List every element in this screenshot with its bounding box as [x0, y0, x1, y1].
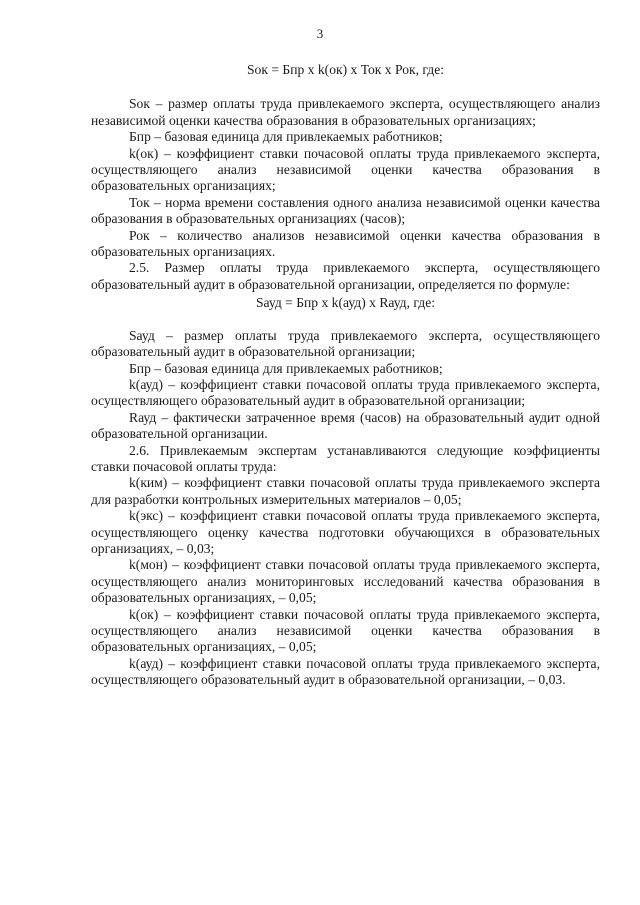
formula-sok: Sок = Бпр x k(ок) x Ток x Рок, где:	[246, 62, 445, 77]
document-body	[91, 60, 600, 689]
definition-saud: Sауд – размер оплаты труда привлекаемого эксперта, осуществляющего образовательный аудит в образовательной организации;	[91, 327, 600, 360]
clause-2-5: 2.5. Размер оплаты труда привлекаемого эксперта, осуществляющего образовательный аудит в образовательной организации, определяется по формуле:	[91, 260, 600, 292]
definition-tok: Ток – норма времени составления одного анализа независимой оценки качества образования в образовательных организациях (часов);	[91, 194, 600, 227]
clause-2-6: 2.6. Привлекаемым экспертам устанавливаются следующие коэффициенты ставки почасовой оплаты труда:	[91, 442, 600, 474]
definition-sok: Sок – размер оплаты труда привлекаемого эксперта, осуществляющего анализ независимой оценки качества образования в образовательных организациях;	[91, 96, 600, 128]
coefficient-k-kim: k(ким) – коэффициент ставки почасовой оплаты труда привлекаемого эксперта для разработки контрольных измерительных материалов – 0,05;	[91, 475, 600, 507]
coefficient-k-ok: k(ок) – коэффициент ставки почасовой оплаты труда привлекаемого эксперта, осуществляющего анализ независимой оценки качества образования в образовательных организациях, – 0,05;	[91, 606, 600, 655]
formula-saud: Sауд = Бпр x k(ауд) x Rауд, где:	[255, 295, 436, 311]
definition-bpr: Бпр – базовая единица для привлекаемых работников;	[129, 129, 443, 145]
definition-k-ok: k(ок) – коэффициент ставки почасовой оплаты труда привлекаемого эксперта, осуществляющего анализ независимой оценки качества образования в образовательных организациях;	[91, 145, 600, 194]
definition-bpr-2: Бпр – базовая единица для привлекаемых работников;	[129, 360, 443, 376]
coefficient-k-aud: k(ауд) – коэффициент ставки почасовой оплаты труда привлекаемого эксперта, осуществляющего образовательный аудит в образовательной организации, – 0,03.	[91, 655, 600, 688]
coefficient-k-mon: k(мон) – коэффициент ставки почасовой оплаты труда привлекаемого эксперта, осуществляющего анализ мониторинговых исследований качества образования в образовательных организациях, – 0,05;	[91, 557, 600, 606]
page-number: 3	[316, 26, 324, 41]
definition-rok: Рок – количество анализов независимой оценки качества образования в образовательных организациях.	[91, 227, 600, 260]
definition-k-aud: k(ауд) – коэффициент ставки почасовой оплаты труда привлекаемого эксперта, осуществляющего образовательный аудит в образовательной организации;	[91, 376, 600, 409]
definition-raud: Rауд – фактически затраченное время (часов) на образовательный аудит одной образовательной организации.	[91, 409, 600, 442]
coefficient-k-eks: k(экс) – коэффициент ставки почасовой оплаты труда привлекаемого эксперта, осуществляющего оценку качества подготовки обучающихся в образовательных организациях, – 0,03;	[91, 508, 600, 556]
